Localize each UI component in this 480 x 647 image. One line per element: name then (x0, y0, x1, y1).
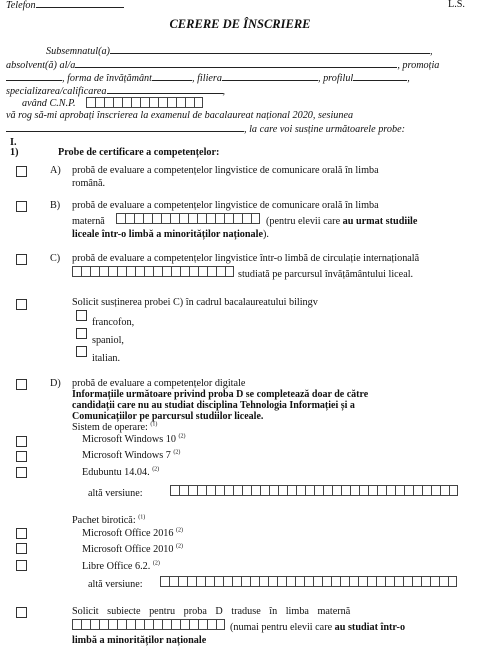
probe-d-info-1: Informațiile următoare privind proba D se completează doar de către (72, 389, 369, 400)
italian-label: italian. (92, 353, 121, 364)
office-2010-label: Microsoft Office 2010 $^{(2)}$ (82, 543, 184, 555)
translate-checkbox[interactable] (16, 607, 27, 618)
spaniol-label: spaniol, (92, 335, 124, 346)
office-other-label: altă versiune: (88, 579, 143, 590)
request-line-2: , la care voi susține următoarele probe: (6, 122, 405, 136)
probe-b-checkbox[interactable] (16, 201, 27, 212)
office-label: Pachet birotică: $^{(1)}$ (72, 514, 146, 526)
os-win10-label: Microsoft Windows 10 $^{(2)}$ (82, 433, 186, 445)
forma-field[interactable] (152, 71, 192, 81)
section-heading: Probe de certificare a competențelor: (58, 147, 220, 158)
probe-c-text-2: studiată pe parcursul învățământului liceal. (238, 269, 414, 280)
os-win7-checkbox[interactable] (16, 451, 27, 462)
request-line-1: vă rog să-mi aprobați înscrierea la examenul de bacalaureat național 2020, sesiunea (6, 110, 354, 121)
os-win10-checkbox[interactable] (16, 436, 27, 447)
sesiunea-field[interactable] (6, 122, 244, 132)
school-field[interactable] (75, 58, 397, 68)
francofon-checkbox[interactable] (76, 310, 87, 321)
probe-b-text-2a: maternă (72, 216, 105, 227)
probe-b-text-1: probă de evaluare a competențelor lingvistice de comunicare orală în limba (72, 200, 379, 211)
probe-b-letter: B) (50, 200, 61, 211)
section-roman: I. (10, 137, 17, 148)
translate-language-cells[interactable] (72, 619, 225, 630)
probe-c-checkbox[interactable] (16, 254, 27, 265)
filiera-field[interactable] (222, 71, 318, 81)
office-2016-label: Microsoft Office 2016 $^{(2)}$ (82, 527, 184, 539)
cnp-cells[interactable] (86, 97, 203, 108)
probe-d-text: probă de evaluare a competențelor digitale (72, 378, 246, 389)
probe-c-text-1: probă de evaluare a competențelor lingvistice într-o limbă de circulație internațională (72, 253, 420, 264)
probe-a-text-1: probă de evaluare a competențelor lingvistice de comunicare orală în limba (72, 165, 379, 176)
bilingv-checkbox[interactable] (16, 299, 27, 310)
probe-d-info-2: candidații care nu au studiat disciplina Tehnologia Informației și a (72, 400, 355, 411)
section-number: 1) (10, 147, 19, 158)
telefon-label: Telefon (6, 0, 124, 12)
profilul-field[interactable] (353, 71, 407, 81)
probe-d-checkbox[interactable] (16, 379, 27, 390)
os-other-cells[interactable] (170, 485, 458, 496)
translate-text-3: limbă a minorităților naționale (72, 635, 207, 646)
probe-a-text-2: română. (72, 178, 106, 189)
specializarea-field[interactable] (107, 84, 223, 94)
office-libre-checkbox[interactable] (16, 560, 27, 571)
os-edubuntu-checkbox[interactable] (16, 467, 27, 478)
probe-b-language-cells[interactable] (116, 213, 260, 224)
os-other-label: altă versiune: (88, 488, 143, 499)
specializarea-row: specializarea/calificarea , (6, 86, 226, 97)
spaniol-checkbox[interactable] (76, 328, 87, 339)
promotia-field[interactable] (6, 71, 62, 81)
probe-d-letter: D) (50, 378, 61, 389)
francofon-label: francofon, (92, 317, 135, 328)
os-edubuntu-label: Edubuntu 14.04. $^{(2)}$ (82, 466, 160, 478)
office-2010-checkbox[interactable] (16, 543, 27, 554)
office-other-cells[interactable] (160, 576, 457, 587)
office-2016-checkbox[interactable] (16, 528, 27, 539)
probe-b-text-2b: (pentru elevii care au urmat studiile (266, 216, 418, 227)
probe-b-text-3: liceale într-o limbă a minorităților naționale). (72, 229, 269, 240)
translate-text-2: (numai pentru elevii care au studiat într-o (230, 622, 406, 633)
name-field[interactable] (110, 44, 430, 54)
cnp-label: având C.N.P. (22, 98, 76, 109)
page-title: CERERE DE ÎNSCRIERE (169, 17, 311, 31)
forma-row: , forma de învățământ , filiera , profilul , (6, 71, 410, 85)
absolvent-row: absolvent(ă) al/a , promoția (6, 60, 440, 71)
office-libre-label: Libre Office 6.2. $^{(2)}$ (82, 560, 160, 572)
bilingv-text: Solicit susținerea probei C) în cadrul bacalaureatului bilingv (72, 297, 318, 308)
probe-c-language-cells[interactable] (72, 266, 234, 277)
ls-label: L.S. (448, 0, 465, 10)
probe-a-letter: A) (50, 165, 61, 176)
translate-text-1: Solicit subiecte pentru proba D traduse în limba maternă (72, 606, 351, 617)
subsemnatul-row: Subsemnatul(a) , (46, 46, 433, 57)
probe-a-checkbox[interactable] (16, 166, 27, 177)
italian-checkbox[interactable] (76, 346, 87, 357)
probe-d-info-3: Comunicațiilor pe parcursul studiilor liceale. (72, 411, 264, 422)
telefon-field[interactable] (36, 0, 124, 8)
os-label: Sistem de operare: $^{(1)}$ (72, 421, 158, 433)
probe-c-letter: C) (50, 253, 61, 264)
os-win7-label: Microsoft Windows 7 $^{(2)}$ (82, 449, 181, 461)
